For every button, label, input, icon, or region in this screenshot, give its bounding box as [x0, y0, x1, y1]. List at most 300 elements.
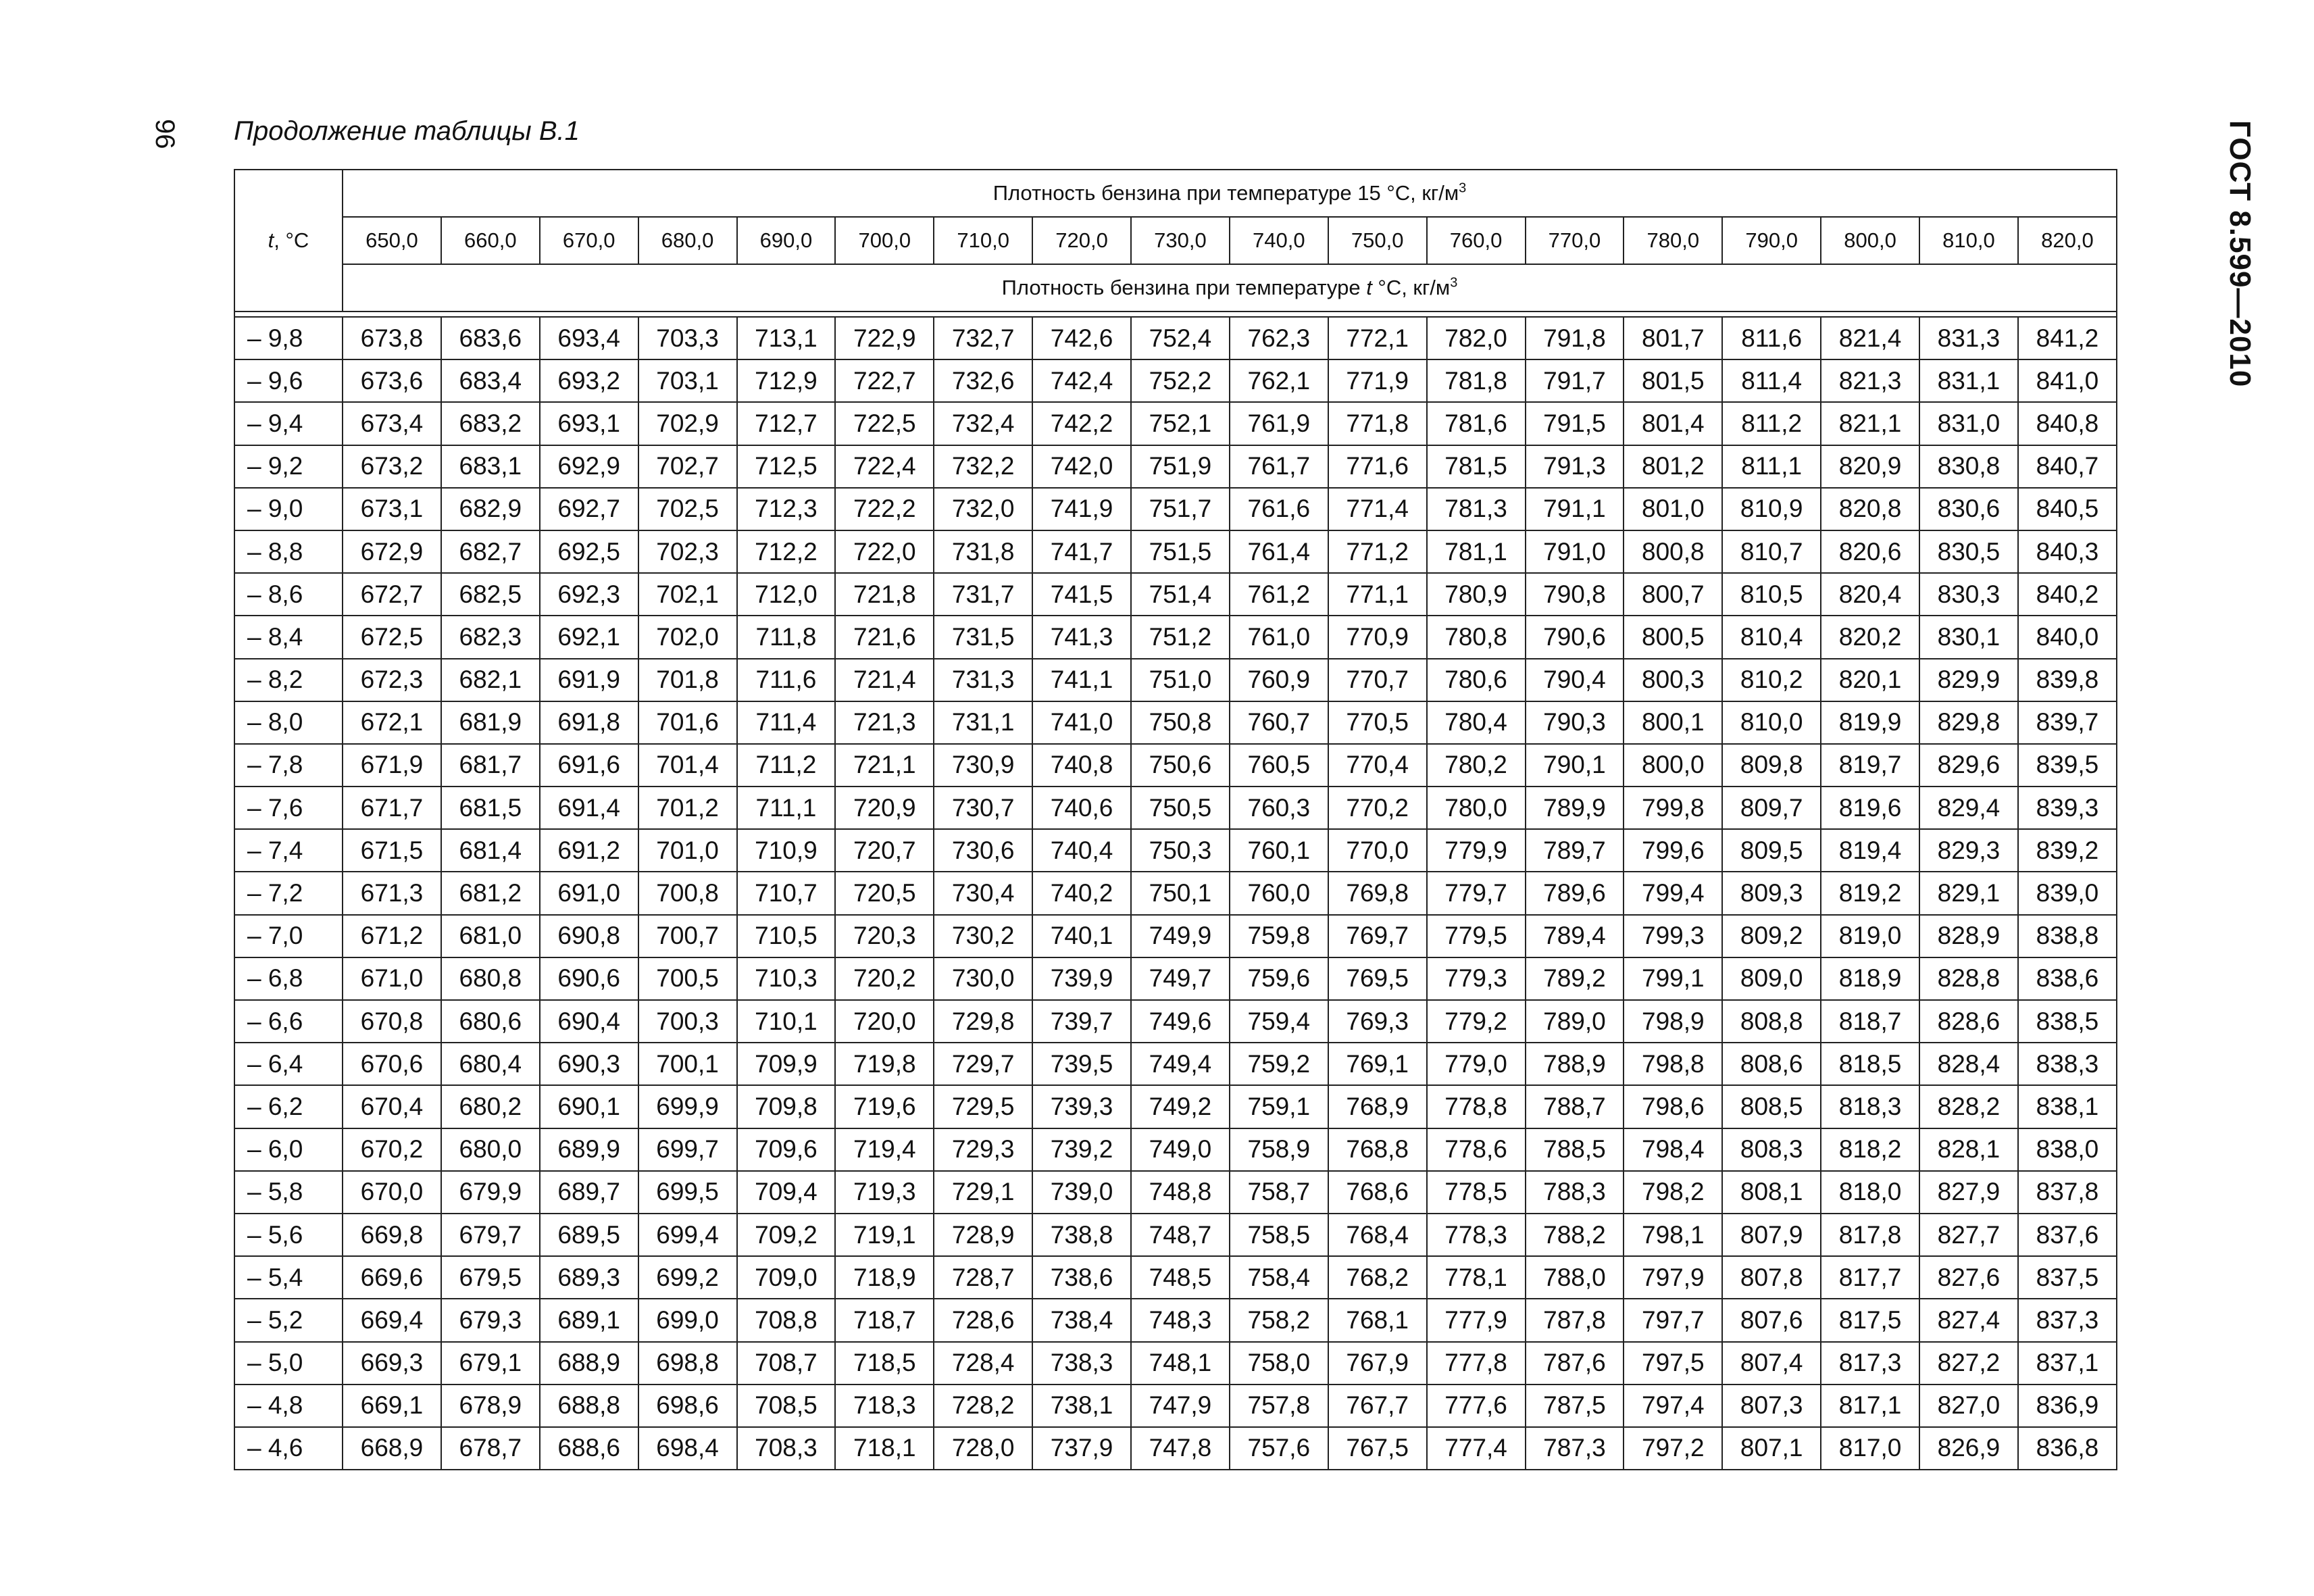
density-cell: 836,8 [2018, 1427, 2117, 1470]
density-15-column-header: 730,0 [1131, 217, 1230, 264]
density-cell: 712,0 [737, 573, 836, 616]
density-cell: 680,4 [441, 1043, 540, 1085]
density-cell: 699,7 [638, 1128, 737, 1171]
density-cell: 800,5 [1624, 616, 1722, 658]
density-cell: 768,1 [1328, 1299, 1427, 1341]
header-separator [234, 311, 2117, 317]
density-cell: 731,5 [934, 616, 1032, 658]
density-cell: 682,1 [441, 659, 540, 701]
density-cell: 668,9 [343, 1427, 441, 1470]
density-cell: 709,6 [737, 1128, 836, 1171]
density-cell: 798,8 [1624, 1043, 1722, 1085]
density-cell: 748,1 [1131, 1342, 1230, 1385]
density-cell: 771,6 [1328, 445, 1427, 488]
density-cell: 777,9 [1427, 1299, 1526, 1341]
density-cell: 739,9 [1032, 957, 1131, 1000]
table-row [234, 1000, 2117, 1043]
density-cell: 759,4 [1230, 1000, 1328, 1043]
standard-designation: ГОСТ 8.599—2010 [2223, 120, 2257, 388]
density-cell: 749,6 [1131, 1000, 1230, 1043]
density-cell: 720,7 [835, 829, 934, 872]
density-cell: 840,2 [2018, 573, 2117, 616]
density-cell: 788,2 [1526, 1214, 1624, 1256]
density-cell: 811,6 [1722, 317, 1821, 359]
density-cell: 679,1 [441, 1342, 540, 1385]
density-cell: 810,5 [1722, 573, 1821, 616]
density-cell: 800,7 [1624, 573, 1722, 616]
density-cell: 791,0 [1526, 530, 1624, 573]
density-cell: 702,9 [638, 402, 737, 445]
density-15-column-header: 810,0 [1919, 217, 2018, 264]
table-row [234, 317, 2117, 359]
temperature-cell: – 8,2 [234, 659, 343, 701]
density-15-column-header: 790,0 [1722, 217, 1821, 264]
density-cell: 768,6 [1328, 1171, 1427, 1214]
density-cell: 721,3 [835, 701, 934, 744]
density-cell: 700,5 [638, 957, 737, 1000]
temperature-cell: – 7,2 [234, 872, 343, 914]
density-cell: 777,4 [1427, 1427, 1526, 1470]
density-cell: 762,3 [1230, 317, 1328, 359]
density-cell: 682,3 [441, 616, 540, 658]
density-cell: 719,3 [835, 1171, 934, 1214]
density-cell: 771,2 [1328, 530, 1427, 573]
density-cell: 817,8 [1821, 1214, 1919, 1256]
density-cell: 751,0 [1131, 659, 1230, 701]
density-cell: 808,8 [1722, 1000, 1821, 1043]
density-15-column-header: 660,0 [441, 217, 540, 264]
density-cell: 778,6 [1427, 1128, 1526, 1171]
temperature-cell: – 5,2 [234, 1299, 343, 1341]
density-cell: 699,2 [638, 1256, 737, 1299]
density-cell: 779,5 [1427, 915, 1526, 957]
density-cell: 719,1 [835, 1214, 934, 1256]
temperature-cell: – 9,8 [234, 317, 343, 359]
density-cell: 761,0 [1230, 616, 1328, 658]
density-cell: 760,0 [1230, 872, 1328, 914]
density-cell: 810,9 [1722, 488, 1821, 530]
density-cell: 712,9 [737, 359, 836, 402]
density-cell: 809,5 [1722, 829, 1821, 872]
density-cell: 762,1 [1230, 359, 1328, 402]
density-cell: 829,4 [1919, 787, 2018, 829]
density-cell: 719,4 [835, 1128, 934, 1171]
density-cell: 819,2 [1821, 872, 1919, 914]
density-cell: 781,3 [1427, 488, 1526, 530]
density-cell: 672,5 [343, 616, 441, 658]
table-row [234, 445, 2117, 488]
density-cell: 828,8 [1919, 957, 2018, 1000]
density-cell: 808,5 [1722, 1085, 1821, 1128]
density-cell: 799,6 [1624, 829, 1722, 872]
density-cell: 759,8 [1230, 915, 1328, 957]
table-row [234, 701, 2117, 744]
density-cell: 789,0 [1526, 1000, 1624, 1043]
density-cell: 829,8 [1919, 701, 2018, 744]
density-cell: 809,7 [1722, 787, 1821, 829]
density-cell: 839,2 [2018, 829, 2117, 872]
density-cell: 818,0 [1821, 1171, 1919, 1214]
density-cell: 778,3 [1427, 1214, 1526, 1256]
density-cell: 680,2 [441, 1085, 540, 1128]
density-cell: 669,8 [343, 1214, 441, 1256]
density-cell: 673,6 [343, 359, 441, 402]
density-cell: 769,3 [1328, 1000, 1427, 1043]
density-cell: 711,8 [737, 616, 836, 658]
density-cell: 818,3 [1821, 1085, 1919, 1128]
density-cell: 698,6 [638, 1385, 737, 1427]
density-cell: 798,1 [1624, 1214, 1722, 1256]
density-cell: 670,8 [343, 1000, 441, 1043]
density-cell: 738,6 [1032, 1256, 1131, 1299]
density-cell: 672,9 [343, 530, 441, 573]
density-cell: 681,0 [441, 915, 540, 957]
density-cell: 721,6 [835, 616, 934, 658]
density-cell: 748,8 [1131, 1171, 1230, 1214]
density-cell: 722,4 [835, 445, 934, 488]
density-cell: 681,5 [441, 787, 540, 829]
density-cell: 778,5 [1427, 1171, 1526, 1214]
density-cell: 781,5 [1427, 445, 1526, 488]
density-cell: 758,2 [1230, 1299, 1328, 1341]
density-cell: 757,6 [1230, 1427, 1328, 1470]
table-row [234, 744, 2117, 787]
density-cell: 732,0 [934, 488, 1032, 530]
density-cell: 699,5 [638, 1171, 737, 1214]
density-cell: 768,9 [1328, 1085, 1427, 1128]
density-cell: 769,8 [1328, 872, 1427, 914]
density-cell: 729,1 [934, 1171, 1032, 1214]
density-cell: 709,2 [737, 1214, 836, 1256]
density-cell: 780,6 [1427, 659, 1526, 701]
density-cell: 817,3 [1821, 1342, 1919, 1385]
table-row [234, 957, 2117, 1000]
density-cell: 810,0 [1722, 701, 1821, 744]
temperature-cell: – 6,6 [234, 1000, 343, 1043]
density-cell: 741,0 [1032, 701, 1131, 744]
density-cell: 722,9 [835, 317, 934, 359]
density-15-column-header: 650,0 [343, 217, 441, 264]
density-cell: 720,3 [835, 915, 934, 957]
density-cell: 811,4 [1722, 359, 1821, 402]
density-cell: 797,7 [1624, 1299, 1722, 1341]
density-cell: 767,9 [1328, 1342, 1427, 1385]
density-cell: 809,3 [1722, 872, 1821, 914]
t-column-header: t, °C [234, 170, 343, 311]
density-cell: 809,0 [1722, 957, 1821, 1000]
density-cell: 827,4 [1919, 1299, 2018, 1341]
density-cell: 683,6 [441, 317, 540, 359]
density-cell: 840,7 [2018, 445, 2117, 488]
density-15-column-header: 800,0 [1821, 217, 1919, 264]
table-row [234, 872, 2117, 914]
density-cell: 829,3 [1919, 829, 2018, 872]
density-cell: 749,7 [1131, 957, 1230, 1000]
density-cell: 720,9 [835, 787, 934, 829]
density-cell: 708,7 [737, 1342, 836, 1385]
density-cell: 700,8 [638, 872, 737, 914]
density-cell: 797,5 [1624, 1342, 1722, 1385]
density-cell: 828,4 [1919, 1043, 2018, 1085]
density-cell: 728,2 [934, 1385, 1032, 1427]
density-cell: 819,9 [1821, 701, 1919, 744]
density-cell: 758,0 [1230, 1342, 1328, 1385]
density-cell: 752,4 [1131, 317, 1230, 359]
density-cell: 690,8 [540, 915, 638, 957]
density-cell: 721,8 [835, 573, 934, 616]
density-cell: 791,3 [1526, 445, 1624, 488]
density-cell: 771,9 [1328, 359, 1427, 402]
density-cell: 759,6 [1230, 957, 1328, 1000]
density-cell: 690,4 [540, 1000, 638, 1043]
density-cell: 798,4 [1624, 1128, 1722, 1171]
table-row [234, 530, 2117, 573]
density-cell: 771,8 [1328, 402, 1427, 445]
density-cell: 693,2 [540, 359, 638, 402]
density-cell: 679,5 [441, 1256, 540, 1299]
temperature-cell: – 5,0 [234, 1342, 343, 1385]
temperature-cell: – 6,2 [234, 1085, 343, 1128]
density-cell: 751,9 [1131, 445, 1230, 488]
density-cell: 778,1 [1427, 1256, 1526, 1299]
density-cell: 747,9 [1131, 1385, 1230, 1427]
density-cell: 741,5 [1032, 573, 1131, 616]
density-cell: 788,9 [1526, 1043, 1624, 1085]
table-row [234, 1299, 2117, 1341]
density-cell: 799,4 [1624, 872, 1722, 914]
density-cell: 738,4 [1032, 1299, 1131, 1341]
density-cell: 678,9 [441, 1385, 540, 1427]
density-cell: 791,1 [1526, 488, 1624, 530]
density-cell: 673,2 [343, 445, 441, 488]
density-15-column-header: 740,0 [1230, 217, 1328, 264]
density-cell: 830,1 [1919, 616, 2018, 658]
density-cell: 740,8 [1032, 744, 1131, 787]
density-cell: 798,6 [1624, 1085, 1722, 1128]
density-cell: 749,2 [1131, 1085, 1230, 1128]
density-15-column-header: 820,0 [2018, 217, 2117, 264]
density-cell: 732,2 [934, 445, 1032, 488]
density-cell: 691,6 [540, 744, 638, 787]
density-cell: 770,5 [1328, 701, 1427, 744]
density-cell: 780,2 [1427, 744, 1526, 787]
density-cell: 730,0 [934, 957, 1032, 1000]
density-cell: 700,7 [638, 915, 737, 957]
density-cell: 780,8 [1427, 616, 1526, 658]
density-cell: 807,9 [1722, 1214, 1821, 1256]
density-cell: 801,4 [1624, 402, 1722, 445]
table-row [234, 1342, 2117, 1385]
density-cell: 711,1 [737, 787, 836, 829]
density-cell: 840,0 [2018, 616, 2117, 658]
density-cell: 730,9 [934, 744, 1032, 787]
density-cell: 799,1 [1624, 957, 1722, 1000]
density-cell: 740,2 [1032, 872, 1131, 914]
density-cell: 790,4 [1526, 659, 1624, 701]
density-cell: 720,5 [835, 872, 934, 914]
density-cell: 789,6 [1526, 872, 1624, 914]
density-cell: 722,5 [835, 402, 934, 445]
density-cell: 699,0 [638, 1299, 737, 1341]
density-cell: 749,9 [1131, 915, 1230, 957]
density-cell: 789,4 [1526, 915, 1624, 957]
density-cell: 691,8 [540, 701, 638, 744]
density-cell: 700,1 [638, 1043, 737, 1085]
density-15-column-header: 780,0 [1624, 217, 1722, 264]
density-cell: 742,0 [1032, 445, 1131, 488]
density-cell: 760,1 [1230, 829, 1328, 872]
density-cell: 731,8 [934, 530, 1032, 573]
density-cell: 828,9 [1919, 915, 2018, 957]
density-cell: 800,1 [1624, 701, 1722, 744]
table-row [234, 359, 2117, 402]
density-15-column-header: 760,0 [1427, 217, 1526, 264]
density-cell: 681,7 [441, 744, 540, 787]
density-cell: 673,8 [343, 317, 441, 359]
density-cell: 820,6 [1821, 530, 1919, 573]
density-cell: 731,7 [934, 573, 1032, 616]
temperature-cell: – 8,4 [234, 616, 343, 658]
density-cell: 827,2 [1919, 1342, 2018, 1385]
density-cell: 761,4 [1230, 530, 1328, 573]
density-cell: 742,2 [1032, 402, 1131, 445]
page-number: 96 [150, 119, 180, 149]
density-cell: 797,9 [1624, 1256, 1722, 1299]
density-cell: 769,5 [1328, 957, 1427, 1000]
density-cell: 791,7 [1526, 359, 1624, 402]
density-cell: 712,2 [737, 530, 836, 573]
density-cell: 710,7 [737, 872, 836, 914]
temperature-cell: – 8,0 [234, 701, 343, 744]
density-cell: 702,1 [638, 573, 737, 616]
density-cell: 828,6 [1919, 1000, 2018, 1043]
temperature-cell: – 6,4 [234, 1043, 343, 1085]
density-cell: 732,4 [934, 402, 1032, 445]
density-cell: 710,1 [737, 1000, 836, 1043]
density-cell: 831,3 [1919, 317, 2018, 359]
table-row [234, 659, 2117, 701]
density-cell: 672,3 [343, 659, 441, 701]
density-cell: 730,6 [934, 829, 1032, 872]
density-cell: 722,0 [835, 530, 934, 573]
density-cell: 819,6 [1821, 787, 1919, 829]
density-cell: 779,0 [1427, 1043, 1526, 1085]
density-cell: 691,0 [540, 872, 638, 914]
density-cell: 688,8 [540, 1385, 638, 1427]
density-cell: 750,3 [1131, 829, 1230, 872]
density-cell: 819,7 [1821, 744, 1919, 787]
temperature-cell: – 4,6 [234, 1427, 343, 1470]
density-cell: 731,1 [934, 701, 1032, 744]
density-cell: 711,6 [737, 659, 836, 701]
density-cell: 772,1 [1328, 317, 1427, 359]
density-cell: 670,6 [343, 1043, 441, 1085]
density-cell: 718,3 [835, 1385, 934, 1427]
density-cell: 681,4 [441, 829, 540, 872]
density-cell: 789,9 [1526, 787, 1624, 829]
density-cell: 799,3 [1624, 915, 1722, 957]
density-cell: 780,9 [1427, 573, 1526, 616]
density-t-header: Плотность бензина при температуре t °С, $кг/м^3$ [343, 264, 2117, 311]
density-cell: 839,7 [2018, 701, 2117, 744]
density-cell: 800,8 [1624, 530, 1722, 573]
density-cell: 711,2 [737, 744, 836, 787]
density-cell: 702,0 [638, 616, 737, 658]
density-cell: 728,7 [934, 1256, 1032, 1299]
density-cell: 751,7 [1131, 488, 1230, 530]
density-cell: 838,3 [2018, 1043, 2117, 1085]
density-cell: 748,5 [1131, 1256, 1230, 1299]
density-cell: 730,2 [934, 915, 1032, 957]
density-cell: 779,3 [1427, 957, 1526, 1000]
density-cell: 838,8 [2018, 915, 2117, 957]
density-cell: 721,1 [835, 744, 934, 787]
density-cell: 787,3 [1526, 1427, 1624, 1470]
density-cell: 688,6 [540, 1427, 638, 1470]
density-cell: 827,9 [1919, 1171, 2018, 1214]
density-cell: 838,1 [2018, 1085, 2117, 1128]
density-cell: 748,7 [1131, 1214, 1230, 1256]
density-cell: 768,4 [1328, 1214, 1427, 1256]
density-cell: 732,7 [934, 317, 1032, 359]
density-cell: 681,9 [441, 701, 540, 744]
density-cell: 700,3 [638, 1000, 737, 1043]
density-cell: 771,1 [1328, 573, 1427, 616]
density-cell: 722,7 [835, 359, 934, 402]
temperature-cell: – 5,8 [234, 1171, 343, 1214]
density-cell: 689,7 [540, 1171, 638, 1214]
density-cell: 818,9 [1821, 957, 1919, 1000]
density-cell: 751,5 [1131, 530, 1230, 573]
density-cell: 739,5 [1032, 1043, 1131, 1085]
density-cell: 729,3 [934, 1128, 1032, 1171]
density-cell: 698,4 [638, 1427, 737, 1470]
table-row [234, 1085, 2117, 1128]
density-cell: 790,3 [1526, 701, 1624, 744]
density-cell: 702,7 [638, 445, 737, 488]
density-cell: 742,6 [1032, 317, 1131, 359]
density-cell: 729,5 [934, 1085, 1032, 1128]
density-cell: 672,7 [343, 573, 441, 616]
density-cell: 837,1 [2018, 1342, 2117, 1385]
density-cell: 829,9 [1919, 659, 2018, 701]
density-cell: 701,6 [638, 701, 737, 744]
density-cell: 777,8 [1427, 1342, 1526, 1385]
density-cell: 788,0 [1526, 1256, 1624, 1299]
density-cell: 810,2 [1722, 659, 1821, 701]
density-cell: 820,1 [1821, 659, 1919, 701]
density-cell: 671,0 [343, 957, 441, 1000]
density-cell: 770,7 [1328, 659, 1427, 701]
density-cell: 738,3 [1032, 1342, 1131, 1385]
density-cell: 767,5 [1328, 1427, 1427, 1470]
density-cell: 689,1 [540, 1299, 638, 1341]
density-15-column-header: 690,0 [737, 217, 836, 264]
density-cell: 683,1 [441, 445, 540, 488]
density-cell: 760,7 [1230, 701, 1328, 744]
density-cell: 830,5 [1919, 530, 2018, 573]
density-cell: 718,7 [835, 1299, 934, 1341]
temperature-cell: – 9,6 [234, 359, 343, 402]
density-cell: 751,4 [1131, 573, 1230, 616]
density-cell: 690,3 [540, 1043, 638, 1085]
temperature-cell: – 8,6 [234, 573, 343, 616]
density-cell: 768,8 [1328, 1128, 1427, 1171]
density-15-column-header: 700,0 [835, 217, 934, 264]
density-cell: 757,8 [1230, 1385, 1328, 1427]
density-cell: 761,2 [1230, 573, 1328, 616]
density-cell: 801,0 [1624, 488, 1722, 530]
